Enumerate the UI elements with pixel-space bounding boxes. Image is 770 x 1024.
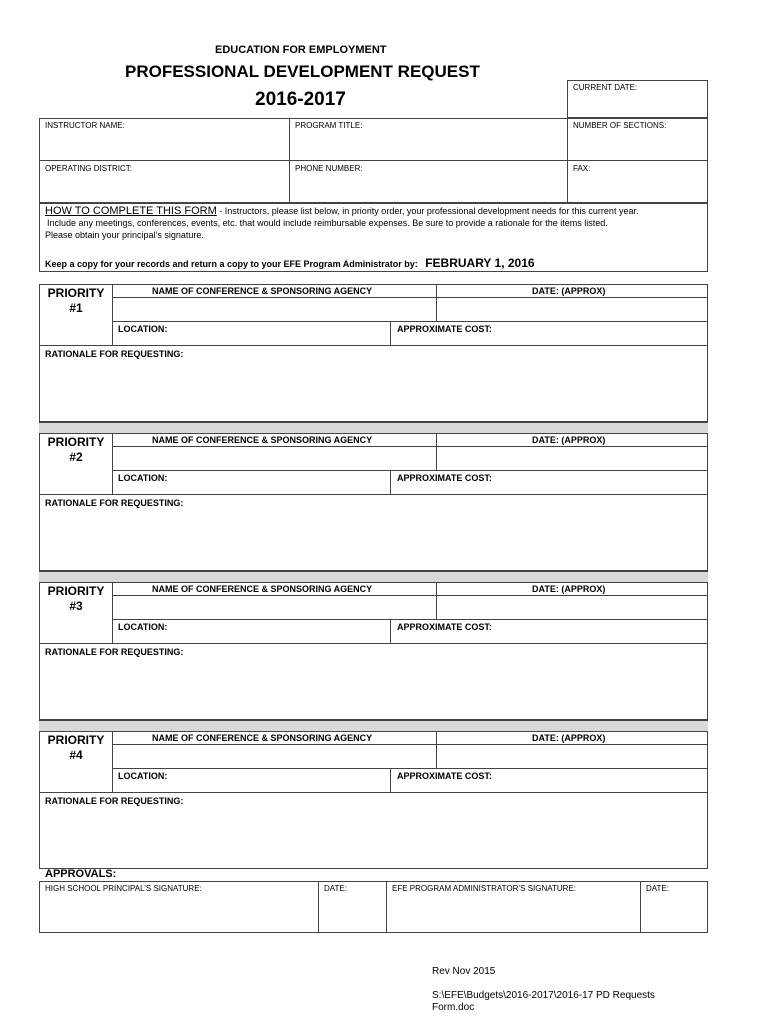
deadline-line <box>45 254 535 272</box>
priority-1-date-label: DATE: (APPROX) <box>532 286 606 296</box>
priority-1-label: PRIORITY <box>47 286 105 300</box>
priority-2-conference-input[interactable] <box>113 447 435 469</box>
admin-signature-label: EFE PROGRAM ADMINISTRATOR’S SIGNATURE: <box>392 884 577 893</box>
priority-1-location-label: LOCATION: <box>118 324 168 334</box>
operating-district-field[interactable] <box>40 161 288 202</box>
priority-2-cost-field[interactable] <box>391 471 707 493</box>
instructions-text-1: - Instructors, please list below, in priority order, your professional development needs for this current year. <box>216 206 639 216</box>
priority-4-location-label: LOCATION: <box>118 771 168 781</box>
priority-4-cost-label: APPROXIMATE COST: <box>397 771 492 781</box>
admin-date-label: DATE: <box>646 884 669 893</box>
current-date-field[interactable] <box>567 80 708 118</box>
priority-4-rationale-label: RATIONALE FOR REQUESTING: <box>45 796 184 806</box>
priority-1-conference-label: NAME OF CONFERENCE & SPONSORING AGENCY <box>152 286 373 296</box>
form-title: PROFESSIONAL DEVELOPMENT REQUEST <box>125 62 480 81</box>
revision-note: Rev Nov 2015 <box>432 966 496 977</box>
phone-number-label: PHONE NUMBER: <box>295 164 363 173</box>
form-year: 2016-2017 <box>255 89 346 110</box>
number-of-sections-field[interactable] <box>568 119 707 159</box>
priority-2-date-label: DATE: (APPROX) <box>532 435 606 445</box>
priority-3-date-input[interactable] <box>437 596 707 618</box>
priority-1-number: #1 <box>69 301 83 315</box>
priority-3-location-label: LOCATION: <box>118 622 168 632</box>
file-path-line-1: S:\EFE\Budgets\2016-2017\2016-17 PD Requests <box>432 990 655 1001</box>
principal-date-field[interactable] <box>319 882 385 932</box>
priority-1-rationale-label: RATIONALE FOR REQUESTING: <box>45 349 184 359</box>
approvals-heading: APPROVALS: <box>45 868 117 880</box>
priority-2-location-label: LOCATION: <box>118 473 168 483</box>
priority-2-label: PRIORITY <box>47 435 105 449</box>
priority-3-cost-field[interactable] <box>391 620 707 642</box>
priority-4-conference-input[interactable] <box>113 745 435 767</box>
instructor-name-field[interactable] <box>40 119 288 159</box>
priority-1-location-field[interactable] <box>113 322 389 344</box>
priority-3-title <box>40 584 112 614</box>
priority-1-rationale-field[interactable] <box>40 346 707 421</box>
priority-2-conference-label: NAME OF CONFERENCE & SPONSORING AGENCY <box>152 435 373 445</box>
current-date-label: CURRENT DATE: <box>573 83 638 92</box>
principal-signature-field[interactable] <box>40 882 317 932</box>
priority-3-conference-input[interactable] <box>113 596 435 618</box>
priority-4-number: #4 <box>69 748 83 762</box>
priority-4-title <box>40 733 112 763</box>
priority-3-rationale-label: RATIONALE FOR REQUESTING: <box>45 647 184 657</box>
principal-date-label: DATE: <box>324 884 347 893</box>
priority-1-conference-input[interactable] <box>113 298 435 320</box>
admin-date-field[interactable] <box>641 882 707 932</box>
instructions-box <box>39 203 708 272</box>
priority-3-rationale-field[interactable] <box>40 644 707 719</box>
instructor-name-label: INSTRUCTOR NAME: <box>45 121 125 130</box>
priority-2-cost-label: APPROXIMATE COST: <box>397 473 492 483</box>
priority-3-date-label: DATE: (APPROX) <box>532 584 606 594</box>
priority-3-location-field[interactable] <box>113 620 389 642</box>
priority-3-conference-label: NAME OF CONFERENCE & SPONSORING AGENCY <box>152 584 373 594</box>
number-of-sections-label: NUMBER OF SECTIONS: <box>573 121 667 130</box>
priority-4-cost-field[interactable] <box>391 769 707 791</box>
priority-4-conference-label: NAME OF CONFERENCE & SPONSORING AGENCY <box>152 733 373 743</box>
instructions-line-3: Please obtain your principal’s signature. <box>45 230 204 240</box>
priority-4-location-field[interactable] <box>113 769 389 791</box>
priority-2-date-input[interactable] <box>437 447 707 469</box>
file-path-line-2: Form.doc <box>432 1002 475 1013</box>
priority-2-location-field[interactable] <box>113 471 389 493</box>
instructions-line-2: Include any meetings, conferences, events, etc. that would include reimbursable expenses. Be sure to provide a rationale for the items listed. <box>47 218 608 228</box>
priority-1-cost-label: APPROXIMATE COST: <box>397 324 492 334</box>
instructions-heading: HOW TO COMPLETE THIS FORM <box>45 205 217 217</box>
fax-label: FAX: <box>573 164 591 173</box>
program-title-field[interactable] <box>290 119 566 159</box>
program-title-label: PROGRAM TITLE: <box>295 121 363 130</box>
priority-4-date-input[interactable] <box>437 745 707 767</box>
priority-1-title <box>40 286 112 316</box>
deadline-date: FEBRUARY 1, 2016 <box>425 256 535 270</box>
org-name: EDUCATION FOR EMPLOYMENT <box>215 44 387 56</box>
priority-3-number: #3 <box>69 599 83 613</box>
priority-4-rationale-field[interactable] <box>40 793 707 868</box>
instructions-line-1 <box>45 205 638 217</box>
priority-4-label: PRIORITY <box>47 733 105 747</box>
admin-signature-field[interactable] <box>387 882 639 932</box>
principal-signature-label: HIGH SCHOOL PRINCIPAL’S SIGNATURE: <box>45 884 202 893</box>
priority-2-rationale-field[interactable] <box>40 495 707 570</box>
operating-district-label: OPERATING DISTRICT: <box>45 164 132 173</box>
priority-1-cost-field[interactable] <box>391 322 707 344</box>
priority-4-date-label: DATE: (APPROX) <box>532 733 606 743</box>
priority-3-cost-label: APPROXIMATE COST: <box>397 622 492 632</box>
priority-2-number: #2 <box>69 450 83 464</box>
keep-copy-text: Keep a copy for your records and return a copy to your EFE Program Administrator by: <box>45 259 418 269</box>
phone-number-field[interactable] <box>290 161 566 202</box>
priority-1-date-input[interactable] <box>437 298 707 320</box>
fax-field[interactable] <box>568 161 707 202</box>
priority-2-rationale-label: RATIONALE FOR REQUESTING: <box>45 498 184 508</box>
priority-2-title <box>40 435 112 465</box>
priority-3-label: PRIORITY <box>47 584 105 598</box>
